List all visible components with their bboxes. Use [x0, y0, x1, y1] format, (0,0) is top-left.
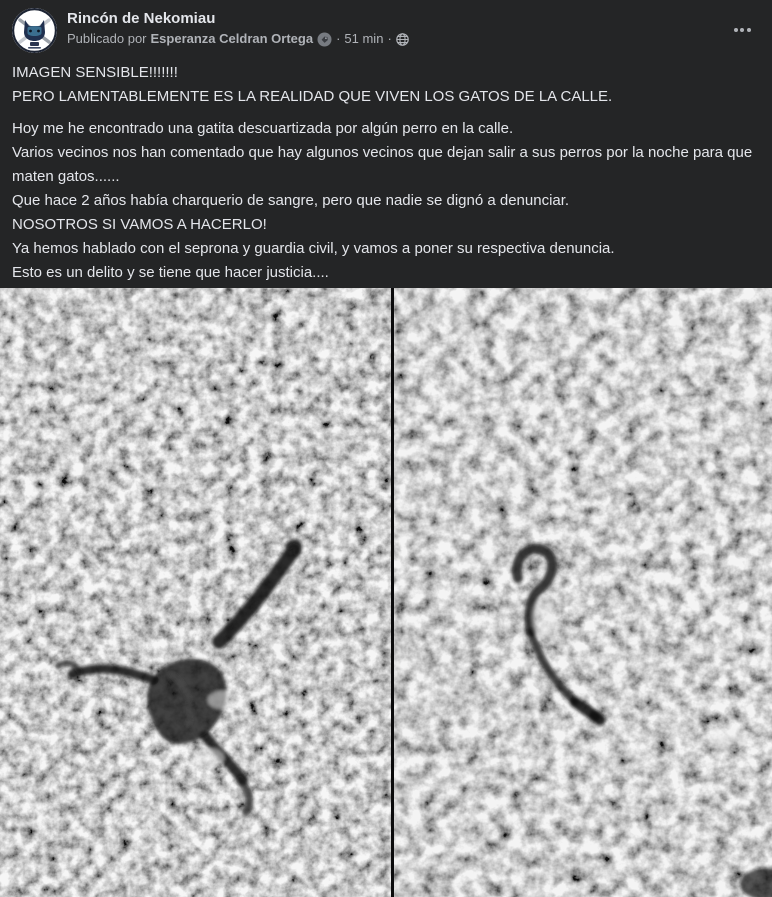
page-name[interactable]: Rincón de Nekomiau	[67, 10, 216, 27]
post-photo-grid	[0, 288, 772, 897]
post-text-line: Ya hemos hablado con el seprona y guardia civil, y vamos a poner su respectiva denuncia.	[12, 240, 615, 257]
page-badge-icon	[317, 32, 332, 47]
post-text-line: IMAGEN SENSIBLE!!!!!!!	[12, 64, 178, 81]
post-header-text	[67, 8, 756, 48]
timestamp[interactable]: 51 min	[344, 31, 384, 46]
post-photo-2[interactable]	[394, 288, 772, 897]
cat-logo-avatar	[12, 8, 57, 53]
byline-prefix: Publicado por	[67, 31, 147, 46]
globe-public-icon	[396, 33, 409, 46]
separator-dot: ·	[387, 31, 392, 46]
page-avatar[interactable]	[12, 8, 57, 53]
post-text-line: NOSOTROS SI VAMOS A HACERLO!	[12, 216, 267, 233]
post-photo-1[interactable]	[0, 288, 391, 897]
post-text	[0, 54, 772, 288]
post-text-line: PERO LAMENTABLEMENTE ES LA REALIDAD QUE VIVEN LOS GATOS DE LA CALLE.	[12, 88, 613, 105]
separator-dot: ·	[336, 31, 341, 46]
post-text-line: Varios vecinos nos han comentado que hay algunos vecinos que dejan salir a sus perros por la noche para que maten gatos......	[12, 144, 757, 185]
post-text-line: Que hace 2 años había charquerio de sangre, pero que nadie se dignó a denunciar.	[12, 192, 570, 209]
post-header	[0, 0, 772, 54]
author-name[interactable]: Esperanza Celdran Ortega	[150, 31, 314, 46]
more-options-icon	[734, 28, 738, 32]
post-byline	[67, 30, 756, 48]
post-text-line: Esto es un delito y se tiene que hacer justicia....	[12, 264, 329, 281]
post-text-line: Hoy me he encontrado una gatita descuartizada por algún perro en la calle.	[12, 120, 514, 137]
more-options-button[interactable]	[726, 14, 758, 46]
